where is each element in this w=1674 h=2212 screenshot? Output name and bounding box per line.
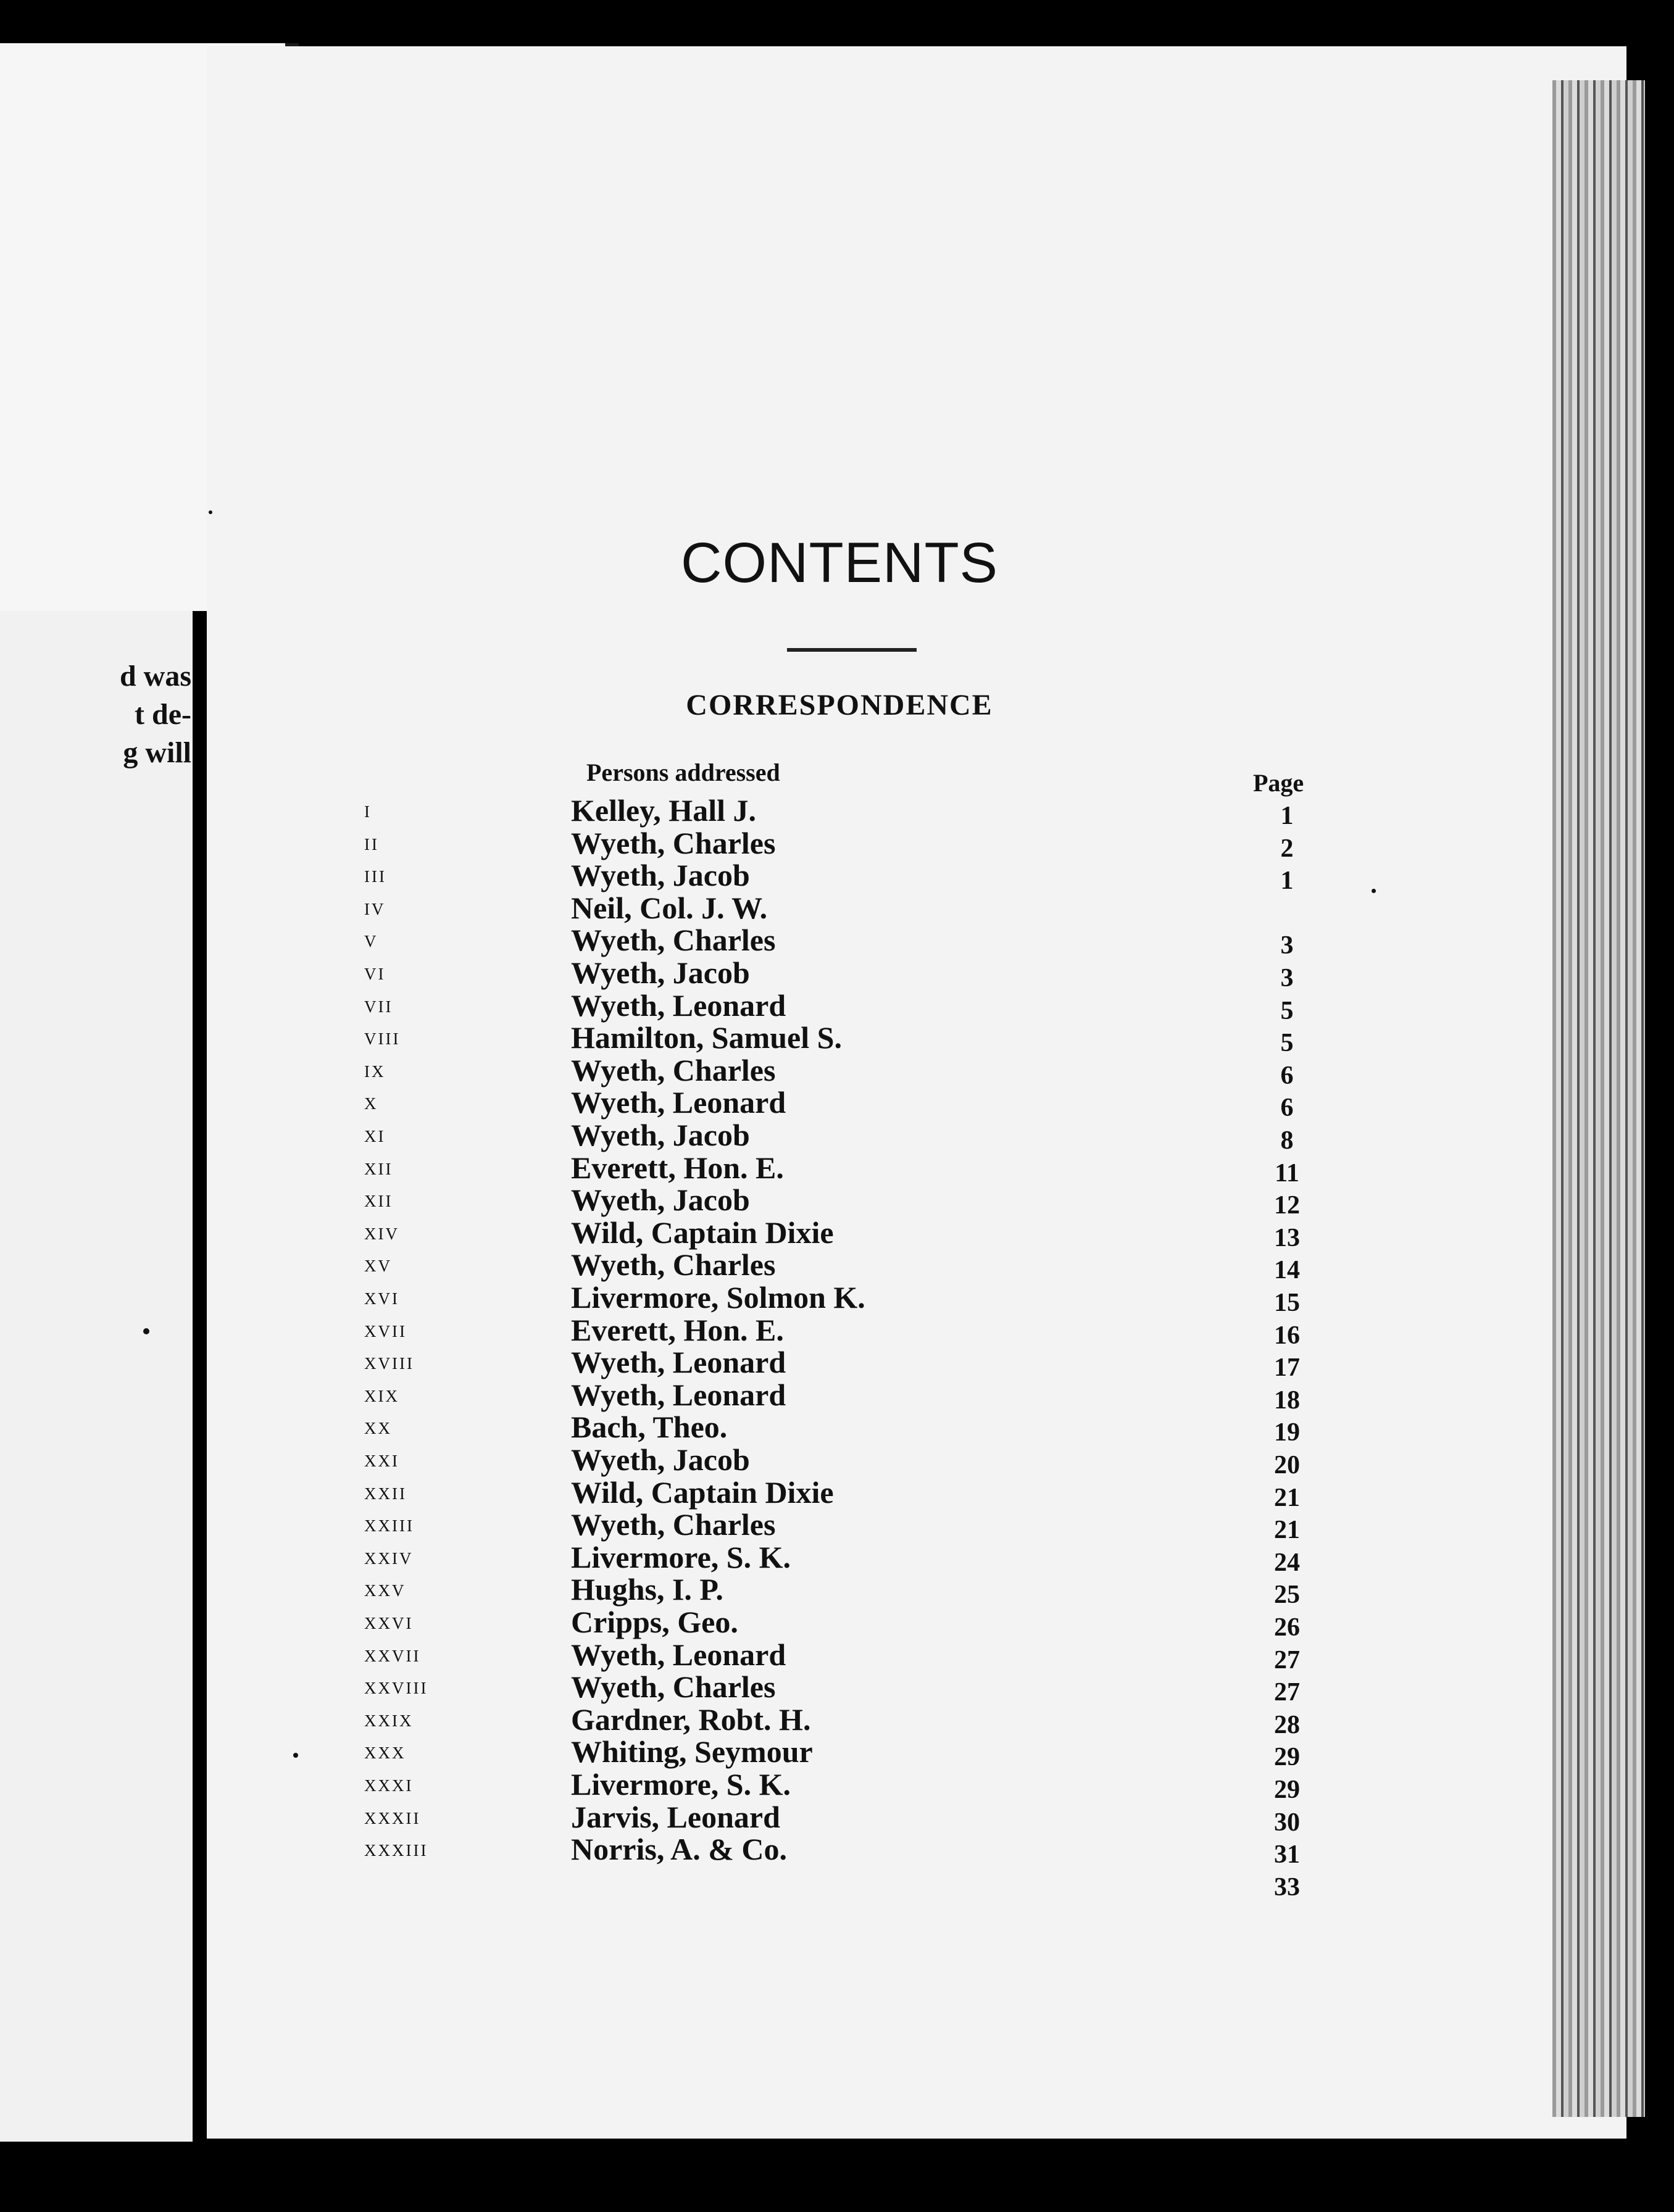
entry-page: 5 bbox=[1280, 996, 1294, 1025]
title-rule bbox=[787, 648, 917, 652]
entry-page: 11 bbox=[1275, 1158, 1299, 1187]
entry-page: 21 bbox=[1274, 1516, 1300, 1545]
contents-entry bbox=[0, 1799, 1674, 1837]
speck bbox=[209, 510, 212, 514]
entry-page: 14 bbox=[1274, 1256, 1300, 1285]
trailing-page-number-row bbox=[0, 1868, 1674, 1900]
entry-page: 27 bbox=[1274, 1645, 1300, 1674]
entry-page: 26 bbox=[1274, 1613, 1300, 1642]
contents-entry bbox=[0, 923, 1674, 960]
entry-page: 1 bbox=[1280, 867, 1294, 896]
entry-person: Hamilton, Samuel S. bbox=[571, 1020, 842, 1055]
entry-number: vii bbox=[364, 991, 393, 1018]
entry-number: xxi bbox=[364, 1446, 399, 1472]
entry-person: Wyeth, Charles bbox=[571, 923, 776, 958]
entry-number: xix bbox=[364, 1381, 399, 1407]
contents-entry bbox=[0, 1085, 1674, 1123]
entry-person: Wyeth, Jacob bbox=[571, 1442, 750, 1477]
entry-person: Wyeth, Charles bbox=[571, 1507, 776, 1542]
entry-person: Bach, Theo. bbox=[571, 1410, 728, 1445]
entry-person: Jarvis, Leonard bbox=[571, 1799, 780, 1834]
entry-page: 17 bbox=[1274, 1353, 1300, 1382]
entry-number: xxxiii bbox=[364, 1836, 428, 1862]
entry-number: xi bbox=[364, 1121, 386, 1147]
entry-person: Wyeth, Jacob bbox=[571, 1183, 750, 1218]
entry-page: 29 bbox=[1274, 1776, 1300, 1804]
entry-person: Wyeth, Leonard bbox=[571, 1085, 786, 1120]
contents-entry bbox=[0, 1767, 1674, 1804]
contents-entry bbox=[0, 1183, 1674, 1220]
entry-number: xx bbox=[364, 1413, 392, 1440]
contents-entry bbox=[0, 955, 1674, 992]
entry-person: Livermore, S. K. bbox=[571, 1767, 791, 1802]
entry-person: Wyeth, Leonard bbox=[571, 1345, 786, 1380]
entry-page: 16 bbox=[1274, 1321, 1300, 1350]
column-header-page: Page bbox=[1253, 769, 1304, 797]
speck bbox=[293, 1753, 298, 1758]
contents-entry bbox=[0, 1442, 1674, 1479]
entry-number: xxvi bbox=[364, 1608, 414, 1634]
contents-entry bbox=[0, 1832, 1674, 1869]
entry-person: Whiting, Seymour bbox=[571, 1734, 813, 1769]
entry-person: Wyeth, Jacob bbox=[571, 1118, 750, 1152]
entry-person: Wyeth, Charles bbox=[571, 1247, 776, 1283]
contents-entry bbox=[0, 825, 1674, 863]
entry-number: xii bbox=[364, 1186, 393, 1213]
left-fragment: g will bbox=[123, 736, 191, 769]
contents-entry bbox=[0, 1020, 1674, 1058]
entry-page: 20 bbox=[1274, 1451, 1300, 1479]
entry-person: Wyeth, Jacob bbox=[571, 955, 750, 990]
entry-page: 28 bbox=[1274, 1710, 1300, 1739]
entry-person: Livermore, Solmon K. bbox=[571, 1280, 865, 1315]
entry-page: 3 bbox=[1280, 964, 1294, 992]
entry-number: xxvii bbox=[364, 1640, 421, 1667]
entry-page: 25 bbox=[1274, 1581, 1300, 1610]
contents-entry bbox=[0, 1734, 1674, 1772]
entry-person: Wyeth, Leonard bbox=[571, 988, 786, 1023]
entry-person: Neil, Col. J. W. bbox=[571, 890, 768, 925]
entry-person: Wild, Captain Dixie bbox=[571, 1215, 834, 1250]
contents-entry bbox=[0, 988, 1674, 1025]
entry-number: xxx bbox=[364, 1738, 406, 1765]
entry-number: ix bbox=[364, 1056, 386, 1083]
contents-entry bbox=[0, 1052, 1674, 1090]
entry-page: 24 bbox=[1274, 1548, 1300, 1577]
entry-number: i bbox=[364, 797, 372, 823]
entry-page: 29 bbox=[1274, 1743, 1300, 1772]
entry-number: xxviii bbox=[364, 1673, 428, 1700]
entry-number: vi bbox=[364, 959, 386, 985]
entry-number: xvii bbox=[364, 1316, 407, 1342]
page-title: CONTENTS bbox=[681, 531, 998, 594]
entry-page: 19 bbox=[1274, 1418, 1300, 1447]
entry-person: Wild, Captain Dixie bbox=[571, 1474, 834, 1510]
contents-entry bbox=[0, 1280, 1674, 1317]
entry-number: xxii bbox=[364, 1478, 407, 1505]
entry-page: 18 bbox=[1274, 1386, 1300, 1415]
entry-number: xii bbox=[364, 1154, 393, 1180]
contents-entry bbox=[0, 1118, 1674, 1155]
entry-number: xvi bbox=[364, 1284, 399, 1310]
entry-number: xv bbox=[364, 1251, 392, 1278]
entry-number: xiv bbox=[364, 1218, 399, 1245]
entry-person: Hughs, I. P. bbox=[571, 1572, 723, 1607]
entry-page: 8 bbox=[1280, 1126, 1294, 1155]
entry-person: Everett, Hon. E. bbox=[571, 1150, 784, 1185]
entry-person: Everett, Hon. E. bbox=[571, 1312, 784, 1347]
contents-entry bbox=[0, 1312, 1674, 1350]
entry-number: xxiii bbox=[364, 1511, 414, 1537]
entry-number: v bbox=[364, 926, 378, 953]
entry-number: xxv bbox=[364, 1576, 406, 1602]
column-header-persons: Persons addressed bbox=[586, 759, 780, 786]
speck bbox=[1372, 889, 1376, 893]
contents-entry bbox=[0, 793, 1674, 830]
contents-entry bbox=[0, 1507, 1674, 1545]
entry-person: Norris, A. & Co. bbox=[571, 1832, 787, 1867]
contents-entry bbox=[0, 1702, 1674, 1739]
entry-number: xxxi bbox=[364, 1771, 414, 1797]
contents-entry bbox=[0, 1345, 1674, 1382]
contents-entry bbox=[0, 858, 1674, 896]
entry-page: 27 bbox=[1274, 1678, 1300, 1707]
entry-person: Wyeth, Charles bbox=[571, 825, 776, 860]
entry-person: Wyeth, Leonard bbox=[571, 1637, 786, 1672]
contents-entry bbox=[0, 1247, 1674, 1285]
contents-entry bbox=[0, 890, 1674, 926]
entry-number: xxiv bbox=[364, 1543, 414, 1570]
entry-number: iii bbox=[364, 862, 386, 888]
contents-entry bbox=[0, 1605, 1674, 1642]
entry-person: Cripps, Geo. bbox=[571, 1605, 738, 1639]
contents-entry bbox=[0, 1150, 1674, 1187]
entry-person: Wyeth, Charles bbox=[571, 1669, 776, 1705]
entry-person: Kelley, Hall J. bbox=[571, 793, 756, 828]
entry-page: 12 bbox=[1274, 1191, 1300, 1220]
contents-entry bbox=[0, 1637, 1674, 1674]
entry-number: x bbox=[364, 1089, 378, 1115]
entry-page: 1 bbox=[1280, 802, 1294, 830]
contents-entry bbox=[0, 1215, 1674, 1252]
contents-entry bbox=[0, 1669, 1674, 1707]
entry-number: xxix bbox=[364, 1705, 414, 1732]
entry-page: 15 bbox=[1274, 1289, 1300, 1317]
entry-number: viii bbox=[364, 1024, 401, 1050]
entry-page: 3 bbox=[1280, 931, 1294, 960]
contents-entry bbox=[0, 1410, 1674, 1447]
entry-number: xxxii bbox=[364, 1803, 421, 1829]
left-page-text-fragments bbox=[0, 657, 191, 772]
section-heading: CORRESPONDENCE bbox=[686, 689, 993, 721]
entry-page: 5 bbox=[1280, 1029, 1294, 1058]
entry-number: iv bbox=[364, 894, 386, 920]
entry-page: 30 bbox=[1274, 1808, 1300, 1837]
speck bbox=[143, 1328, 149, 1334]
entry-person: Wyeth, Leonard bbox=[571, 1377, 786, 1412]
entry-page: 2 bbox=[1280, 834, 1294, 863]
contents-entry bbox=[0, 1539, 1674, 1577]
contents-entry bbox=[0, 1377, 1674, 1415]
entry-page: 33 bbox=[1274, 1873, 1300, 1902]
entry-number: ii bbox=[364, 829, 379, 855]
entry-person: Gardner, Robt. H. bbox=[571, 1702, 811, 1737]
entry-person: Livermore, S. K. bbox=[571, 1539, 791, 1574]
entry-page: 21 bbox=[1274, 1483, 1300, 1512]
entry-page: 6 bbox=[1280, 1061, 1294, 1090]
contents-entry bbox=[0, 1572, 1674, 1610]
entry-person: Wyeth, Jacob bbox=[571, 858, 750, 893]
left-fragment: d was bbox=[119, 660, 191, 692]
entry-page: 6 bbox=[1280, 1094, 1294, 1123]
entry-page: 31 bbox=[1274, 1840, 1300, 1869]
entry-page: 13 bbox=[1274, 1223, 1300, 1252]
left-fragment: t de- bbox=[135, 698, 191, 731]
entry-number: xviii bbox=[364, 1349, 414, 1375]
entry-person: Wyeth, Charles bbox=[571, 1052, 776, 1087]
contents-entry bbox=[0, 1474, 1674, 1512]
